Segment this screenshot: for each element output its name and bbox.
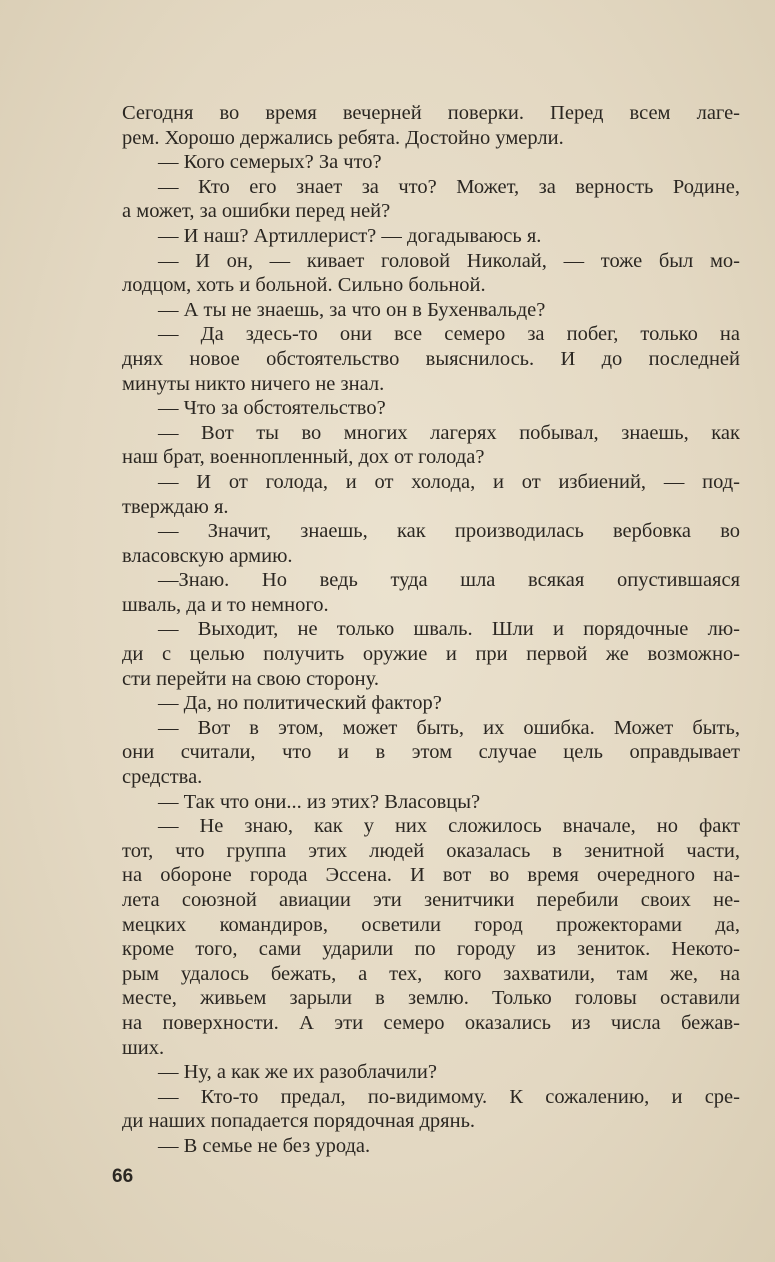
text-line: на поверхности. А эти семеро оказались из числа бежав- (122, 1011, 740, 1034)
text-line: наш брат, военнопленный, дох от голода? (122, 446, 485, 469)
text-line: — Да здесь-то они все семеро за побег, только на (158, 323, 740, 346)
text-line: тот, что группа этих людей оказалась в зенитной части, (122, 839, 740, 862)
text-line: — Что за обстоятельство? (158, 397, 386, 420)
text-line: — Кто-то предал, по-видимому. К сожалению, и сре- (158, 1085, 740, 1108)
text-line: сти перейти на свою сторону. (122, 667, 379, 690)
text-line: ди с целью получить оружие и при первой же возможно- (122, 643, 740, 666)
text-line: — Да, но политический фактор? (158, 692, 442, 715)
text-line: ди наших попадается порядочная дрянь. (122, 1110, 476, 1133)
text-line: — Выходит, не только шваль. Шли и порядочные лю- (158, 618, 740, 641)
text-line: — В семье не без урода. (158, 1134, 371, 1157)
text-line: месте, живьем зарыли в землю. Только головы оставили (122, 987, 740, 1010)
text-line: власовскую армию. (122, 544, 293, 567)
text-line: — Не знаю, как у них сложилось вначале, но факт (158, 815, 740, 838)
body-text (122, 101, 740, 1159)
text-line: тверждаю я. (122, 495, 229, 518)
text-line: мецких командиров, осветили город прожекторами да, (122, 913, 740, 936)
text-line: Сегодня во время вечерней поверки. Перед всем лаге- (122, 102, 740, 124)
text-line: — Так что они... из этих? Власовцы? (158, 790, 481, 813)
text-line: на обороне города Эссена. И вот во время очередного на- (122, 864, 740, 887)
text-line: — Вот в этом, может быть, их ошибка. Может быть, (158, 716, 740, 739)
text-line: они считали, что и в этом случае цель оправдывает (122, 741, 740, 764)
text-line: кроме того, сами ударили по городу из зениток. Некото- (122, 938, 740, 961)
text-line: шваль, да и то немного. (122, 593, 329, 616)
text-line: а может, за ошибки перед ней? (122, 200, 391, 223)
text-line: — И наш? Артиллерист? — догадываюсь я. (158, 224, 542, 247)
page-number: 66 (112, 1166, 134, 1187)
text-line: рем. Хорошо держались ребята. Достойно умерли. (122, 126, 564, 149)
text-line: средства. (122, 766, 203, 789)
text-line: — И он, — кивает головой Николай, — тоже был мо- (158, 249, 740, 272)
text-line: — И от голода, и от холода, и от избиений, — под- (158, 470, 740, 493)
text-line: лета союзной авиации эти зенитчики перебили своих не- (122, 889, 740, 911)
text-line: лодцом, хоть и больной. Сильно больной. (122, 274, 486, 297)
text-line: — Кого семерых? За что? (158, 151, 382, 174)
text-line: — Вот ты во многих лагерях побывал, знаешь, как (158, 421, 740, 444)
text-line: днях новое обстоятельство выяснилось. И до последней (122, 347, 740, 370)
text-line: ших. (122, 1036, 165, 1059)
text-line: — Кто его знает за что? Может, за верность Родине, (158, 175, 740, 198)
text-line: —Знаю. Но ведь туда шла всякая опустившаяся (158, 569, 740, 592)
text-line: — А ты не знаешь, за что он в Бухенвальде? (158, 298, 546, 321)
text-line: минуты никто ничего не знал. (122, 372, 385, 395)
text-line: рым удалось бежать, а тех, кого захватили, там же, на (122, 962, 740, 985)
text-line: — Ну, а как же их разоблачили? (158, 1061, 437, 1084)
text-line: — Значит, знаешь, как производилась вербовка во (158, 520, 740, 543)
